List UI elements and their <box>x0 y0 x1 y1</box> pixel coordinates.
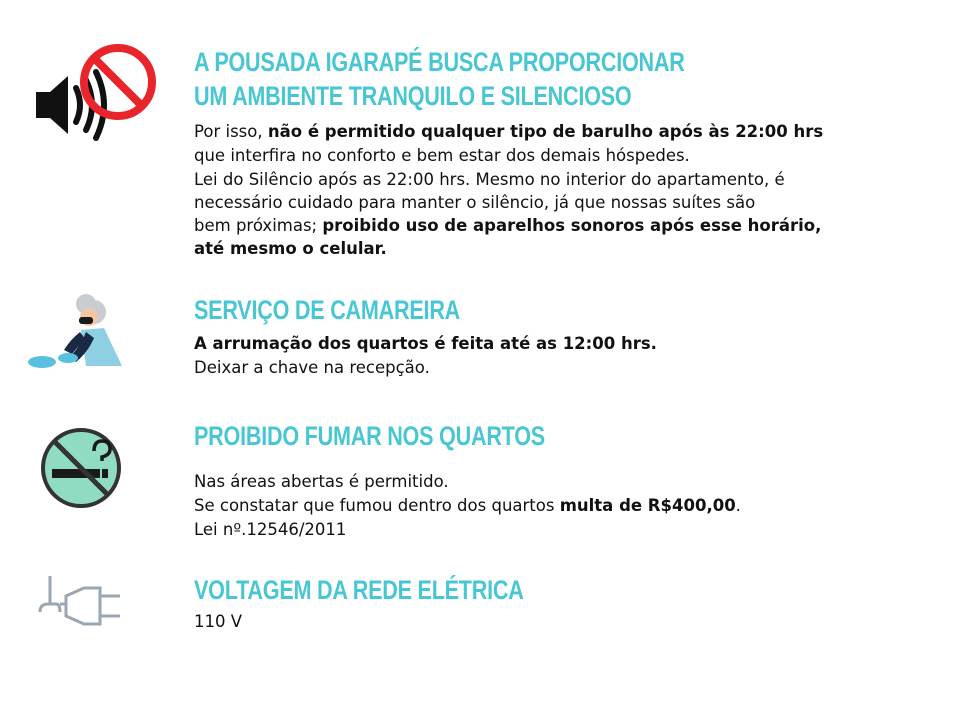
silence-text-line-1: Por isso, não é permitido qualquer tipo de barulho após às 22:00 hrs <box>194 122 824 141</box>
silence-text-line-4: necessário cuidado para manter o silêncio, já que nossas suítes são <box>194 193 756 212</box>
voltage-title: VOLTAGEM DA REDE ELÉTRICA <box>194 575 524 605</box>
silence-text-line-5: bem próximas; proibido uso de aparelhos sonoros após esse horário, <box>194 216 822 235</box>
no-smoking-title: PROIBIDO FUMAR NOS QUARTOS <box>194 421 545 451</box>
no-smoking-text-line-2: Se constatar que fumou dentro dos quartos multa de R$400,00. <box>194 496 741 515</box>
housekeeping-text-line-2: Deixar a chave na recepção. <box>194 358 430 377</box>
housekeeping-text-line-1: A arrumação dos quartos é feita até as 12:00 hrs. <box>194 334 657 353</box>
silence-title-line-1: A POUSADA IGARAPÉ BUSCA PROPORCIONAR <box>194 47 685 77</box>
silence-title-line-2: UM AMBIENTE TRANQUILO E SILENCIOSO <box>194 81 632 111</box>
housekeeper-icon <box>26 292 130 374</box>
no-smoking-text-line-1: Nas áreas abertas é permitido. <box>194 472 449 491</box>
silence-text-line-6: até mesmo o celular. <box>194 239 387 258</box>
silence-text-line-2: que interfira no conforto e bem estar dos demais hóspedes. <box>194 146 690 165</box>
housekeeping-title: SERVIÇO DE CAMAREIRA <box>194 295 461 325</box>
no-smoking-text-line-3: Lei nº.12546/2011 <box>194 520 347 539</box>
no-smoking-icon <box>38 425 124 511</box>
silence-text-line-3: Lei do Silêncio após as 22:00 hrs. Mesmo no interior do apartamento, é <box>194 170 785 189</box>
power-plug-icon <box>36 572 128 630</box>
sound-prohibited-icon <box>30 40 160 150</box>
voltage-value: 110 V <box>194 612 243 631</box>
